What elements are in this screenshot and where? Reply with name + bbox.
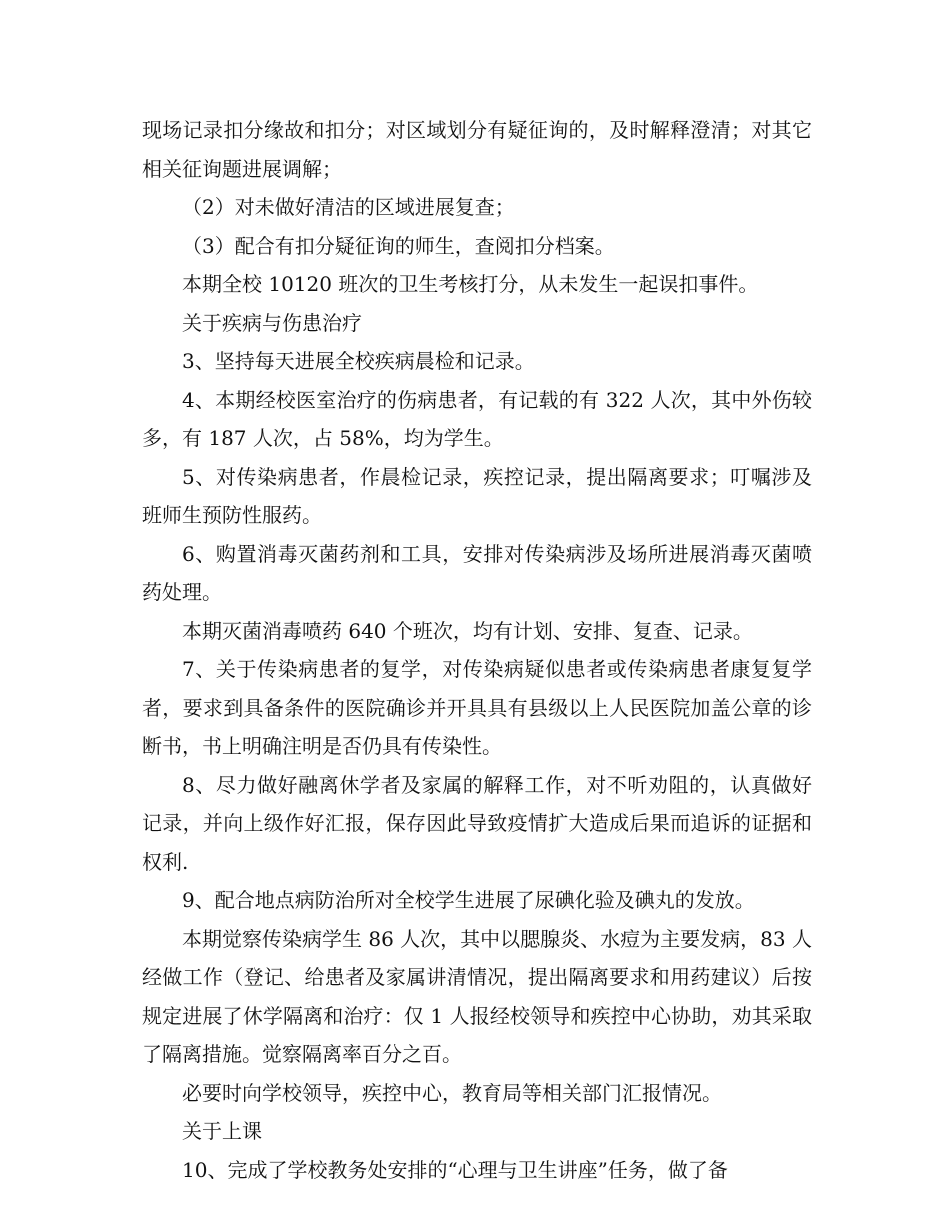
section-heading: 关于上课 [182,1119,262,1143]
paragraph: 5、对传染病患者，作晨检记录，疾控记录，提出隔离要求；叮嘱涉及班师生预防性服药。 [142,464,812,527]
paragraph: 本期觉察传染病学生 86 人次，其中以腮腺炎、水痘为主要发病，83 人经做工作（登记、给患者及家属讲清情况，提出隔离要求和用药建议）后按规定进展了休学隔离和治疗：仅 1 人报经校领导和疾控中心协助，劝其采取了隔离措施。觉察隔离率百分之百。 [142,926,812,1066]
paragraph: （2）对未做好清洁的区域进展复查； [182,195,515,219]
paragraph: 10、完成了学校教务处安排的“心理与卫生讲座”任务，做了备 [182,1157,728,1182]
paragraph: 9、配合地点病防治所对全校学生进展了尿碘化验及碘丸的发放。 [182,888,755,912]
paragraph: 6、购置消毒灭菌药剂和工具，安排对传染病涉及场所进展消毒灭菌喷药处理。 [142,541,812,604]
paragraph: （3）配合有扣分疑征询的师生，查阅扣分档案。 [182,233,615,258]
paragraph: 本期灭菌消毒喷药 640 个班次，均有计划、安排、复查、记录。 [182,618,753,643]
paragraph: 现场记录扣分缘故和扣分；对区域划分有疑征询的，及时解释澄清；对其它相关征询题进展调解； [142,118,812,181]
paragraph: 4、本期经校医室治疗的伤病患者，有记载的有 322 人次，其中外伤较多，有 187 人次，占 58%，均为学生。 [142,387,812,450]
paragraph: 3、坚持每天进展全校疾病晨检和记录。 [182,349,535,373]
paragraph: 8、尽力做好融离休学者及家属的解释工作，对不听劝阻的，认真做好记录，并向上级作好汇报，保存因此导致疫情扩大造成后果而追诉的证据和权利. [142,772,812,874]
paragraph: 7、关于传染病患者的复学，对传染病疑似患者或传染病患者康复复学者，要求到具备条件的医院确诊并开具具有县级以上人民医院加盖公章的诊断书，书上明确注明是否仍具有传染性。 [142,657,812,758]
section-heading: 关于疾病与伤患治疗 [182,310,362,335]
paragraph: 必要时向学校领导，疾控中心，教育局等相关部门汇报情况。 [182,1080,722,1105]
document-page [142,111,812,1189]
paragraph: 本期全校 10120 班次的卫生考核打分，从未发生一起误扣事件。 [182,272,759,296]
